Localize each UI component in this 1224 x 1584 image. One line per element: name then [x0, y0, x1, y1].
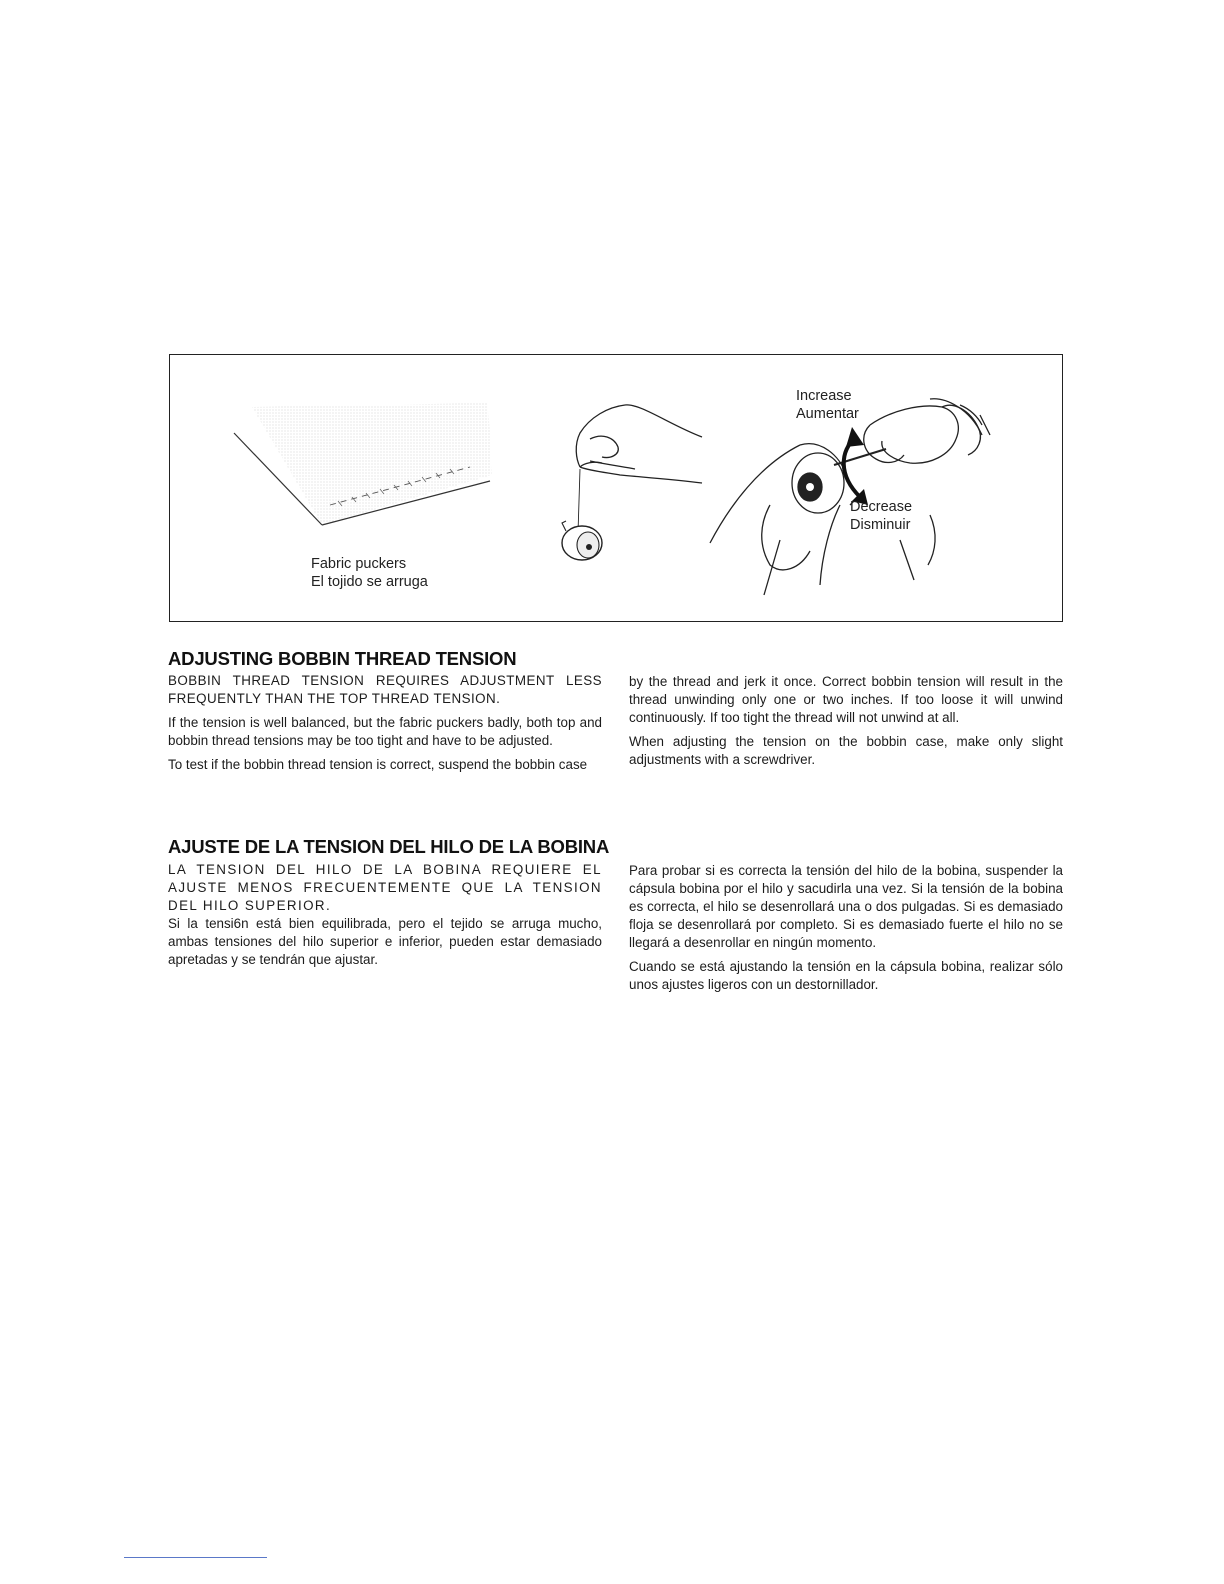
spanish-left-column	[168, 861, 602, 969]
english-paragraph: When adjusting the tension on the bobbin case, make only slight adjustments with a screwdriver.	[629, 734, 1063, 767]
increase-spanish: Aumentar	[796, 406, 859, 422]
decrease-label	[850, 498, 912, 534]
hands-screwdriver-icon	[710, 399, 990, 595]
puckered-fabric-icon	[234, 403, 492, 525]
sewing-illustration	[170, 355, 1064, 623]
english-paragraph: To test if the bobbin thread tension is correct, suspend the bobbin case	[168, 757, 588, 772]
english-left-column	[168, 672, 602, 780]
english-caps-paragraph: BOBBIN THREAD TENSION REQUIRES ADJUSTMENT LESS FREQUENTLY THAN THE TOP THREAD TENSION.	[168, 673, 602, 706]
illustration-panel	[169, 354, 1063, 622]
fabric-puckers-caption	[311, 555, 428, 591]
caption-english: Fabric puckers	[311, 556, 407, 572]
spanish-paragraph: Cuando se está ajustando la tensión en la cápsula bobina, realizar sólo unos ajustes ligeros con un destornillador.	[629, 959, 1063, 992]
spanish-right-column	[629, 862, 1063, 1000]
decrease-spanish: Disminuir	[850, 517, 911, 533]
increase-label	[796, 387, 859, 423]
spanish-heading: AJUSTE DE LA TENSION DEL HILO DE LA BOBINA	[168, 836, 610, 857]
footer-link-underline	[124, 1557, 267, 1558]
english-right-column	[629, 673, 1063, 775]
increase-english: Increase	[796, 388, 852, 404]
hand-suspending-bobbin-icon	[576, 405, 702, 533]
decrease-english: Decrease	[850, 499, 913, 515]
spanish-paragraph: Si la tensi6n está bien equilibrada, pero el tejido se arruga mucho, ambas tensiones del hilo superior e inferior, pueden estar demasiado apretadas y se tendrán que ajustar.	[168, 916, 602, 967]
spanish-paragraph: Para probar si es correcta la tensión del hilo de la bobina, suspender la cápsula bobina por el hilo y sacudirla una vez. Si la tensión de la bobina es correcta, el hilo se desenrollará una o dos pulgadas. Si es demasiado floja se desenrollará por completo. Si es demasiado fuerte el hilo no se llegará a desenrollar en ningún momento.	[629, 863, 1063, 950]
bobbin-case-icon	[562, 521, 602, 560]
english-heading: ADJUSTING BOBBIN THREAD TENSION	[168, 648, 517, 669]
spanish-caps-paragraph: LA TENSION DEL HILO DE LA BOBINA REQUIERE EL AJUSTE MENOS FRECUENTEMENTE QUE LA TENSION DEL HILO SUPERIOR.	[168, 862, 602, 913]
english-paragraph: If the tension is well balanced, but the fabric puckers badly, both top and bobbin thread tensions may be too tight and have to be adjusted.	[168, 715, 602, 748]
caption-spanish: El tojido se arruga	[311, 574, 428, 590]
english-paragraph: by the thread and jerk it once. Correct bobbin tension will result in the thread unwinding only one or two inches. If too loose it will unwind continuously. If too tight the thread will not unwind at all.	[629, 674, 1063, 725]
